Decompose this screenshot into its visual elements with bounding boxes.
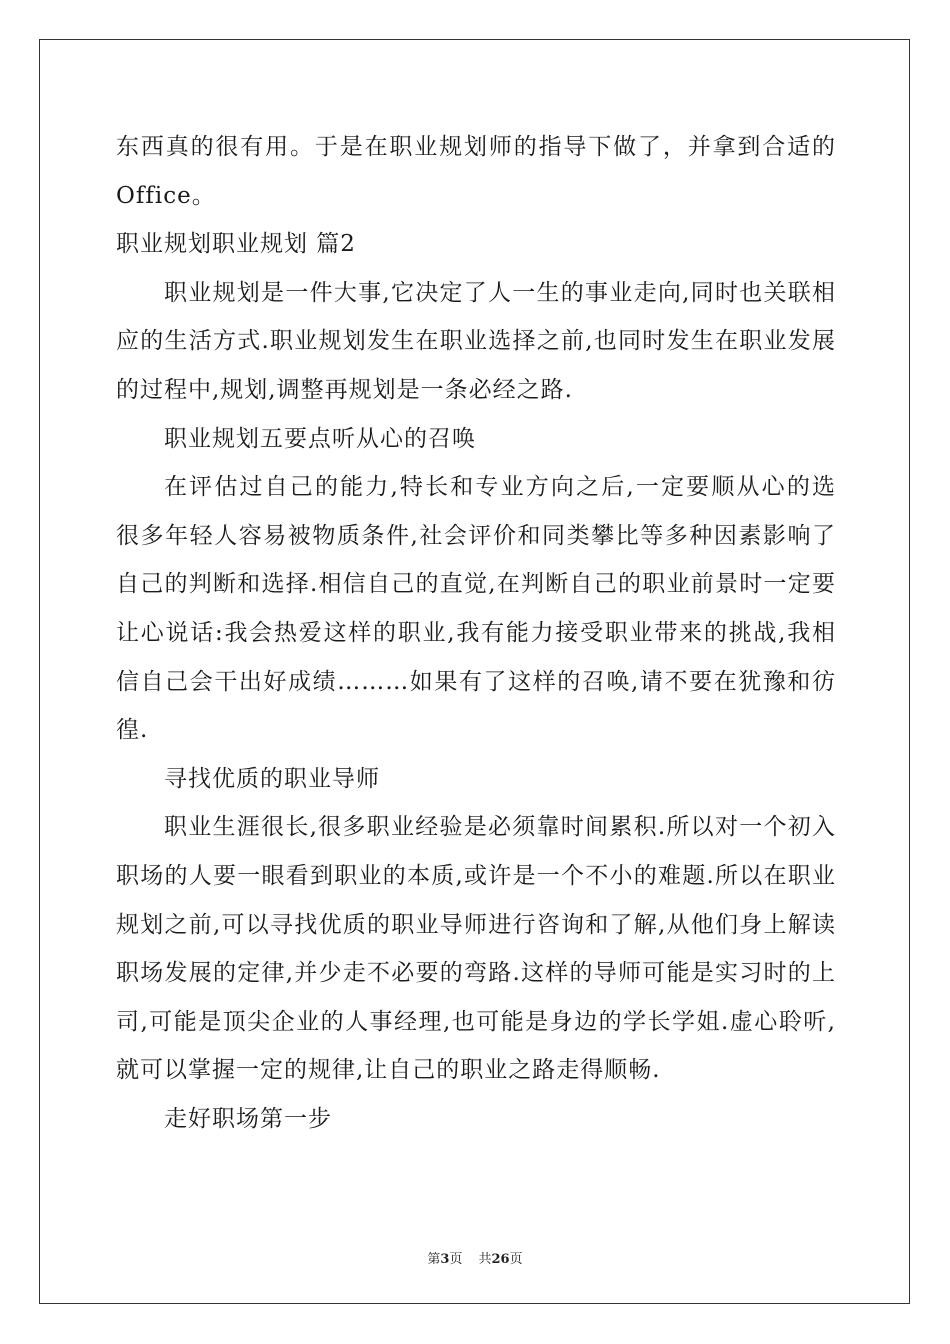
page-footer <box>0 1248 950 1267</box>
footer-total-number: 26 <box>491 1252 510 1267</box>
footer-page-number: 3 <box>440 1252 450 1267</box>
text-line: 信自己会干出好成绩………如果有了这样的召唤,请不要在犹豫和彷 <box>116 668 836 695</box>
text-line: 职业生涯很长,很多职业经验是必须靠时间累积.所以对一个初入 <box>164 814 836 841</box>
document-body <box>116 123 836 1143</box>
text-line: 在评估过自己的能力,特长和专业方向之后,一定要顺从心的选 <box>164 474 836 501</box>
footer-page-prefix: 第 <box>427 1252 441 1267</box>
text-line: 司,可能是顶尖企业的人事经理,也可能是身边的学长学姐.虚心聆听, <box>116 1008 836 1035</box>
text-line: 走好职场第一步 <box>164 1105 332 1132</box>
text-line: 自己的判断和选择.相信自己的直觉,在判断自己的职业前景时一定要 <box>116 571 836 598</box>
text-line: 寻找优质的职业导师 <box>164 765 380 792</box>
text-line: 很多年轻人容易被物质条件,社会评价和同类攀比等多种因素影响了 <box>116 522 836 549</box>
text-line: 让心说话:我会热爱这样的职业,我有能力接受职业带来的挑战,我相 <box>116 619 836 646</box>
text-line: 徨. <box>116 717 149 744</box>
text-line: 职业规划职业规划 篇2 <box>116 231 356 258</box>
footer-page-suffix: 页 <box>449 1252 463 1267</box>
text-line: Office。 <box>116 182 216 209</box>
text-line: 职业规划五要点听从心的召唤 <box>164 425 476 452</box>
footer-total-prefix: 共 <box>478 1252 492 1267</box>
text-line: 职场的人要一眼看到职业的本质,或许是一个不小的难题.所以在职业 <box>116 862 836 889</box>
text-line: 的过程中,规划,调整再规划是一条必经之路. <box>116 376 573 403</box>
text-line: 规划之前,可以寻找优质的职业导师进行咨询和了解,从他们身上解读 <box>116 911 836 938</box>
text-line: 东西真的很有用。于是在职业规划师的指导下做了，并拿到合适的 <box>116 134 836 160</box>
text-line: 职业规划是一件大事,它决定了人一生的事业走向,同时也关联相 <box>164 279 836 306</box>
text-line: 应的生活方式.职业规划发生在职业选择之前,也同时发生在职业发展 <box>116 328 836 355</box>
footer-total-suffix: 页 <box>509 1252 523 1267</box>
text-line: 就可以掌握一定的规律,让自己的职业之路走得顺畅. <box>116 1057 661 1084</box>
text-line: 职场发展的定律,并少走不必要的弯路.这样的导师可能是实习时的上 <box>116 960 836 987</box>
